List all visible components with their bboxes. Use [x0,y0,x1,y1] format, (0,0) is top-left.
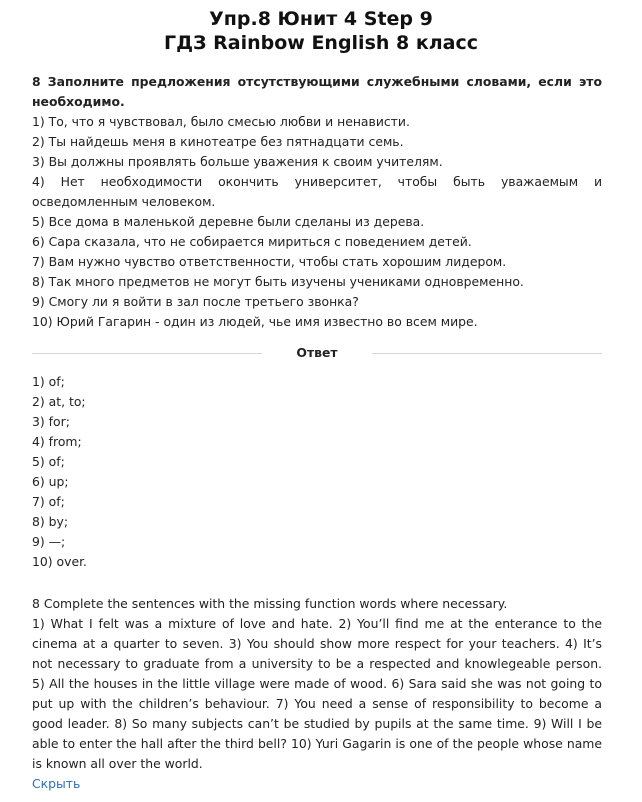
divider-rule-right [372,353,602,354]
answer-item: 1) of; [32,374,65,389]
answer-label: Ответ [296,345,338,360]
task-sentence: 2) Ты найдешь меня в кинотеатре без пятнадцати семь. [32,134,404,149]
translation-heading: 8 Complete the sentences with the missing function words where necessary. [32,596,508,611]
answer-item: 8) by; [32,514,69,529]
task-block [32,72,602,332]
page-title: Упр.8 Юнит 4 Step 9 [209,8,433,30]
task-sentence: 7) Вам нужно чувство ответственности, чтобы стать хорошим лидером. [32,254,507,269]
task-heading: 8 Заполните предложения отсутствующими служебными словами, если это необходимо. [32,74,602,109]
task-sentence: 9) Смогу ли я войти в зал после третьего звонка? [32,294,359,309]
task-sentence: 5) Все дома в маленькой деревне были сделаны из дерева. [32,214,425,229]
hide-link[interactable]: Скрыть [32,776,81,791]
page-subtitle: ГДЗ Rainbow English 8 класс [163,32,479,54]
answer-item: 4) from; [32,434,82,449]
answer-item: 2) at, to; [32,394,86,409]
answer-item: 10) over. [32,554,87,569]
answer-divider [32,343,602,363]
task-sentence: 1) То, что я чувствовал, было смесью любви и ненависти. [32,114,410,129]
task-sentence: 4) Нет необходимости окончить университет, чтобы быть уважаемым и осведомленным человеком. [32,174,602,209]
answer-item: 5) of; [32,454,65,469]
task-sentence: 6) Сара сказала, что не собирается мириться с поведением детей. [32,234,472,249]
task-sentence: 8) Так много предметов не могут быть изучены учениками одновременно. [32,274,524,289]
translation-text: 1) What I felt was a mixture of love and hate. 2) You’ll find me at the enterance to the cinema at a quarter to seven. 3) You should show more respect for your teachers. 4) It’s not necessary to graduate from a university to be a respected and knowlegeable person. 5) All the houses in the little village were made of wood. 6) Sara said she was not going to put up with the children’s behaviour. 7) You need a sense of responsibility to become a good leader. 8) So many subjects can’t be studied by pupils at the same time. 9) Will I be able to enter the hall after the third bell? 10) Yuri Gagarin is one of the people whose name is known all over the world. [32,616,602,771]
answer-item: 7) of; [32,494,65,509]
answer-item: 9) —; [32,534,66,549]
answers-list [32,372,332,572]
translation-block [32,594,602,774]
answer-item: 3) for; [32,414,70,429]
task-sentence: 10) Юрий Гагарин - один из людей, чье имя известно во всем мире. [32,314,478,329]
answer-item: 6) up; [32,474,69,489]
task-sentence: 3) Вы должны проявлять больше уважения к своим учителям. [32,154,443,169]
